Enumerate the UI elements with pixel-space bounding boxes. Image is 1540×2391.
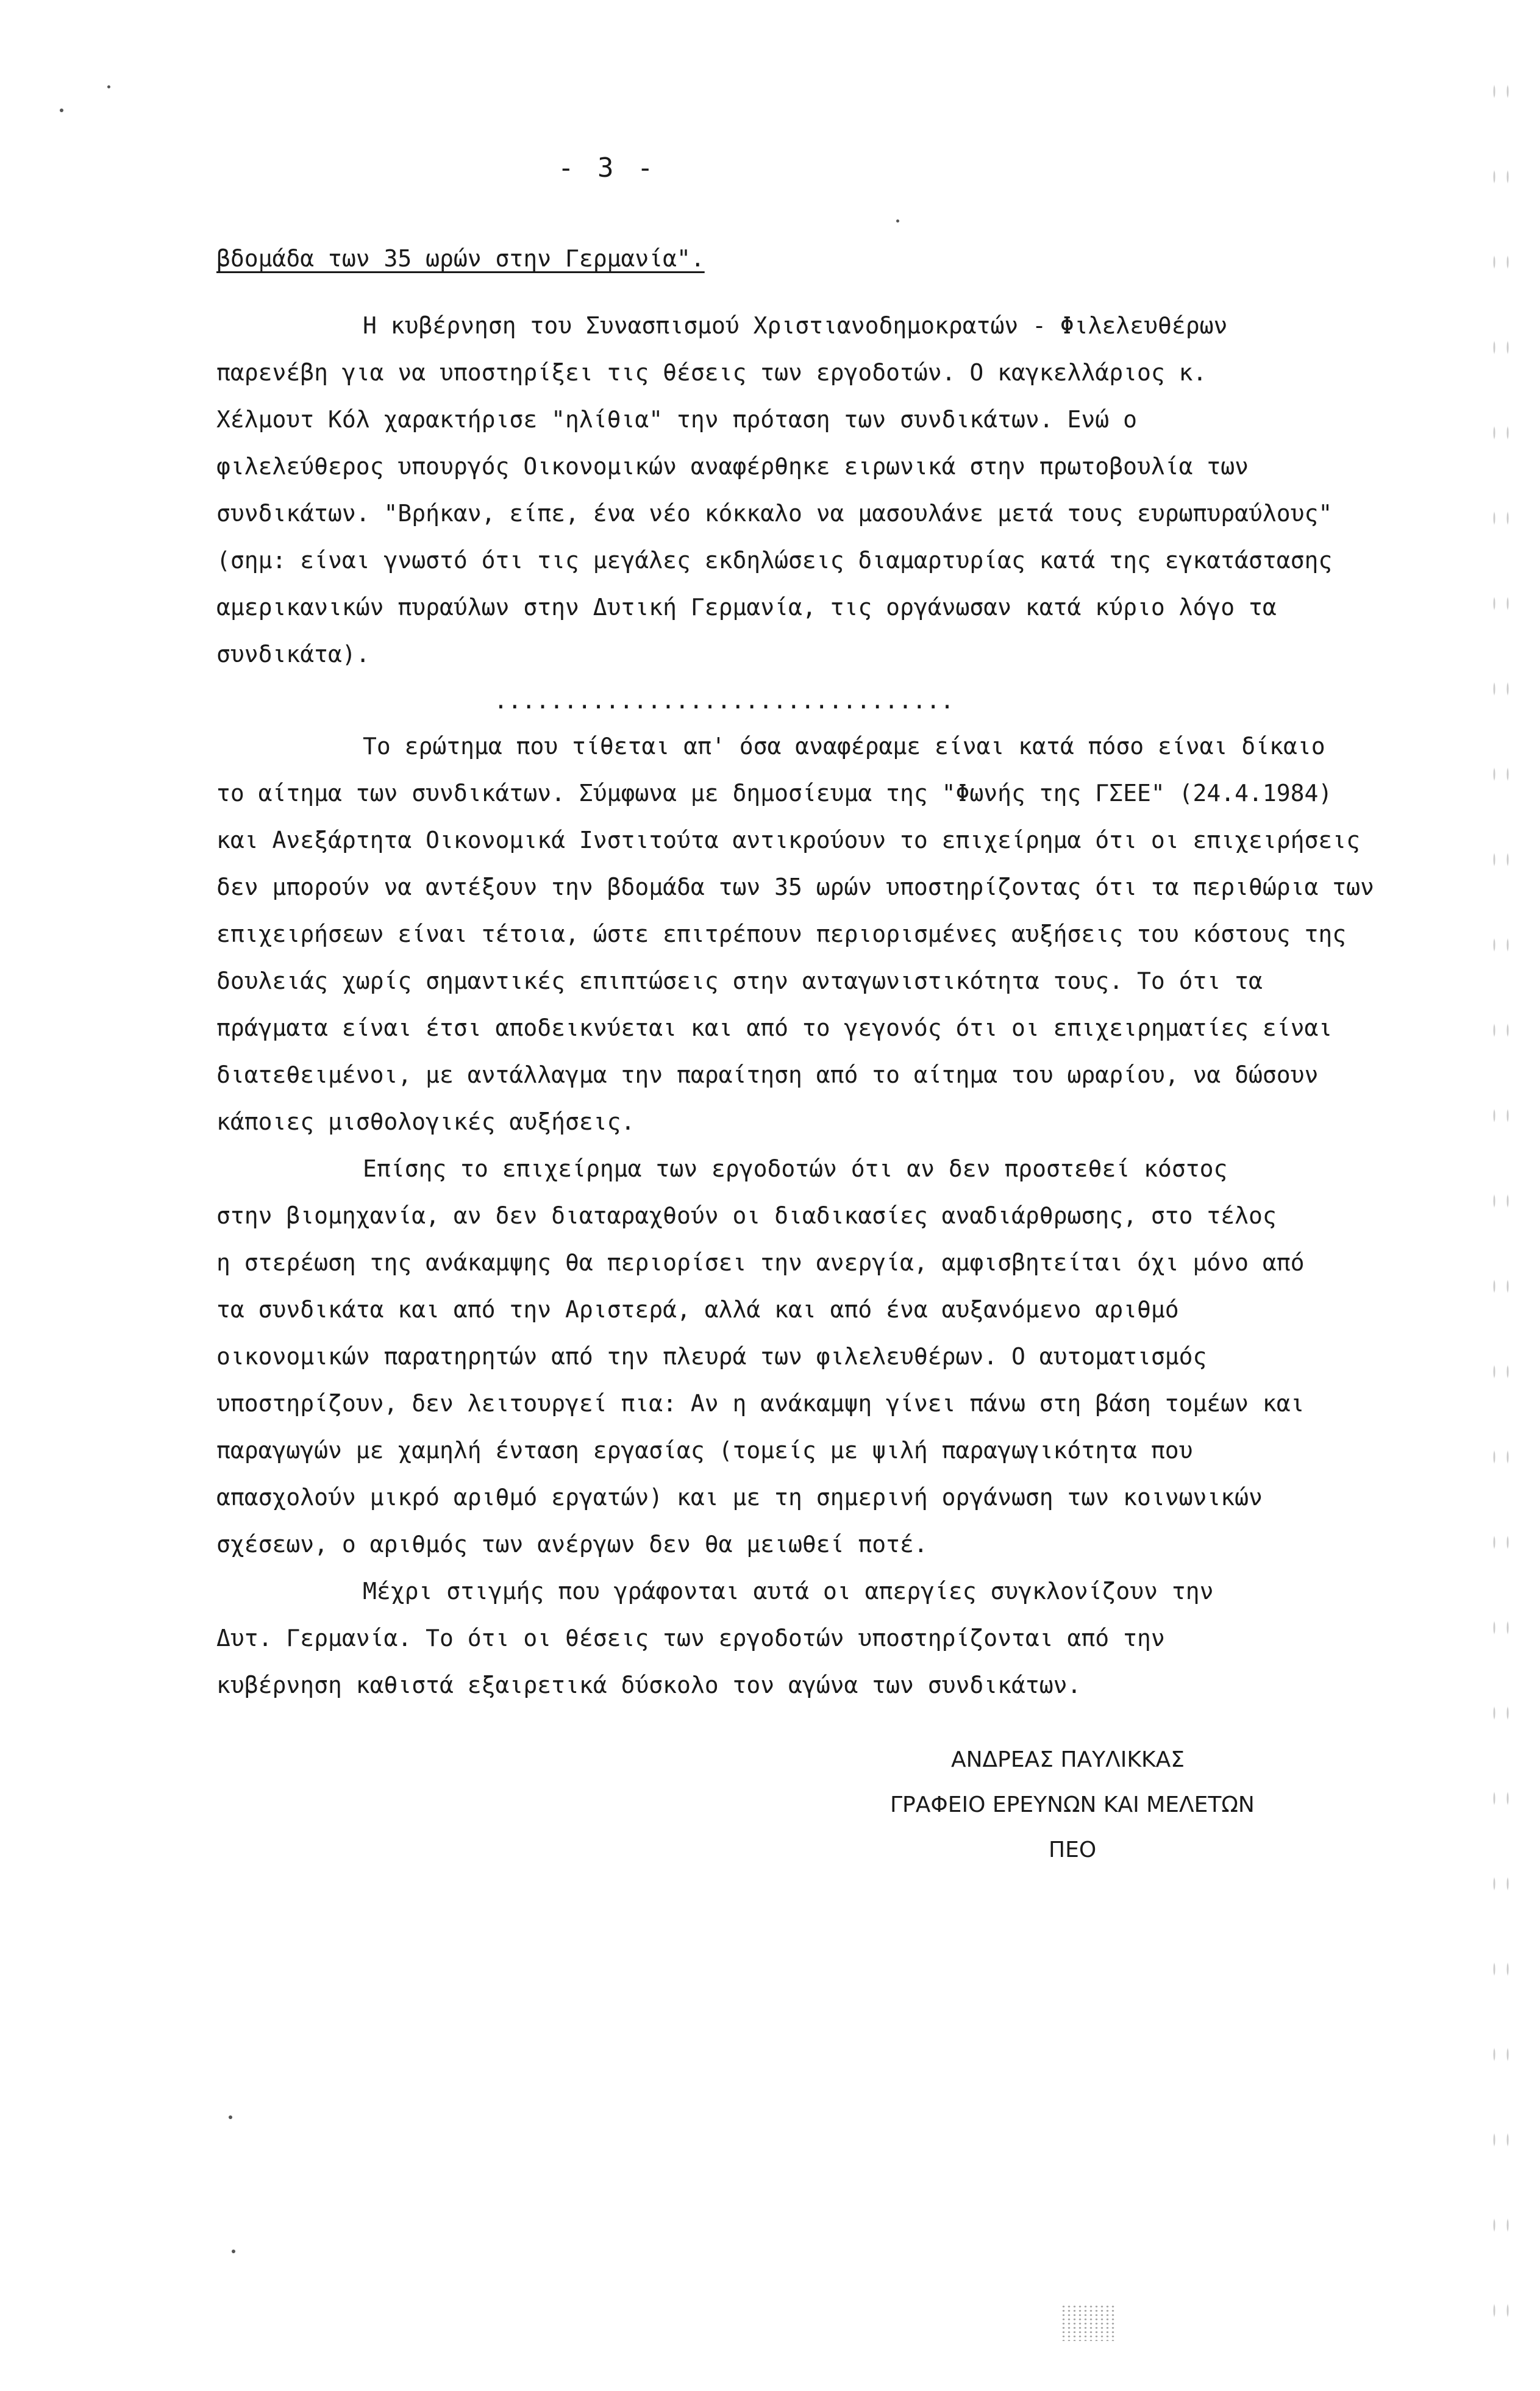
paragraph-4-line-2: Δυτ. Γερμανία. Το ότι οι θέσεις των εργοδοτών υποστηρίζονται από την (216, 1625, 1165, 1652)
scan-noise-cluster (1061, 2304, 1116, 2341)
paragraph-1-line-8: συνδικάτα). (216, 641, 370, 668)
scan-speck (896, 219, 899, 223)
paragraph-1-line-2: παρενέβη για να υποστηρίξει τις θέσεις των εργοδοτών. Ο καγκελλάριος κ. (216, 359, 1207, 386)
paragraph-1-line-3: Χέλμουτ Κόλ χαρακτήρισε "ηλίθια" την πρόταση των συνδικάτων. Ενώ ο (216, 406, 1137, 433)
paragraph-2-line-2: το αίτημα των συνδικάτων. Σύμφωνα με δημοσίευμα της "Φωνής της ΓΣΕΕ" (24.4.1984) (216, 780, 1333, 807)
scan-speck (60, 109, 63, 112)
paragraph-3-line-8: απασχολούν μικρό αριθμό εργατών) και με τη σημερινή οργάνωση των κοινωνικών (216, 1484, 1263, 1511)
paragraph-1-line-4: φιλελεύθερος υπουργός Οικονομικών αναφέρθηκε ειρωνικά στην πρωτοβουλία των (216, 453, 1249, 480)
paragraph-3-line-5: οικονομικών παρατηρητών από την πλευρά των φιλελευθέρων. Ο αυτοματισμός (216, 1343, 1207, 1370)
signature-name: ΑΝΔΡΕΑΣ ΠΑΥΛΙΚΚΑΣ (951, 1747, 1185, 1772)
paragraph-2-line-5: επιχειρήσεων είναι τέτοια, ώστε επιτρέπουν περιορισμένες αυξήσεις του κόστους της (216, 921, 1347, 947)
dotted-separator: ................................. (494, 687, 954, 714)
paragraph-1-line-6: (σημ: είναι γνωστό ότι τις μεγάλες εκδηλώσεις διαμαρτυρίας κατά της εγκατάστασης (216, 547, 1333, 574)
paragraph-2-line-9: κάποιες μισθολογικές αυξήσεις. (216, 1108, 635, 1135)
opening-line: βδομάδα των 35 ωρών στην Γερμανία". (216, 245, 705, 272)
signature-office: ΓΡΑΦΕΙΟ ΕΡΕΥΝΩΝ ΚΑΙ ΜΕΛΕΤΩΝ (890, 1792, 1255, 1817)
paragraph-2-line-1: Το ερώτημα που τίθεται απ' όσα αναφέραμε είναι κατά πόσο είναι δίκαιο (363, 733, 1325, 760)
paragraph-4-line-3: κυβέρνηση καθιστά εξαιρετικά δύσκολο τον αγώνα των συνδικάτων. (216, 1672, 1082, 1698)
paragraph-3-line-7: παραγωγών με χαμηλή ένταση εργασίας (τομείς με ψιλή παραγωγικότητα που (216, 1437, 1193, 1464)
paragraph-1-line-1: Η κυβέρνηση του Συνασπισμού Χριστιανοδημοκρατών - Φιλελευθέρων (363, 312, 1228, 339)
paragraph-4-line-1: Μέχρι στιγμής που γράφονται αυτά οι απεργίες συγκλονίζουν την (363, 1578, 1214, 1605)
scan-speck (229, 2115, 232, 2119)
paragraph-3-line-1: Επίσης το επιχείρημα των εργοδοτών ότι αν δεν προστεθεί κόστος (363, 1155, 1228, 1182)
paragraph-1-line-5: συνδικάτων. "Βρήκαν, είπε, ένα νέο κόκκαλο να μασουλάνε μετά τους ευρωπυραύλους" (216, 500, 1333, 527)
paragraph-3-line-6: υποστηρίζουν, δεν λειτουργεί πια: Αν η ανάκαμψη γίνει πάνω στη βάση τομέων και (216, 1390, 1305, 1417)
paragraph-3-line-3: η στερέωση της ανάκαμψης θα περιορίσει την ανεργία, αμφισβητείται όχι μόνο από (216, 1249, 1305, 1276)
paragraph-1-line-7: αμερικανικών πυραύλων στην Δυτική Γερμανία, τις οργάνωσαν κατά κύριο λόγο τα (216, 594, 1277, 621)
page-number: - 3 - (558, 152, 657, 184)
scan-edge-noise (1488, 49, 1512, 2365)
paragraph-2-line-4: δεν μπορούν να αντέξουν την βδομάδα των 35 ωρών υποστηρίζοντας ότι τα περιθώρια των (216, 874, 1374, 900)
paragraph-2-line-8: διατεθειμένοι, με αντάλλαγμα την παραίτηση από το αίτημα του ωραρίου, να δώσουν (216, 1061, 1319, 1088)
scan-speck (107, 85, 110, 88)
paragraph-3-line-2: στην βιομηχανία, αν δεν διαταραχθούν οι διαδικασίες αναδιάρθρωσης, στο τέλος (216, 1202, 1277, 1229)
paragraph-3-line-9: σχέσεων, ο αριθμός των ανέργων δεν θα μειωθεί ποτέ. (216, 1531, 928, 1558)
signature-org: ΠΕΟ (1049, 1837, 1097, 1862)
paragraph-2-line-7: πράγματα είναι έτσι αποδεικνύεται και από το γεγονός ότι οι επιχειρηματίες είναι (216, 1014, 1333, 1041)
paragraph-2-line-6: δουλειάς χωρίς σημαντικές επιπτώσεις στην ανταγωνιστικότητα τους. Το ότι τα (216, 967, 1263, 994)
scan-speck (232, 2250, 235, 2253)
paragraph-3-line-4: τα συνδικάτα και από την Αριστερά, αλλά και από ένα αυξανόμενο αριθμό (216, 1296, 1179, 1323)
paragraph-2-line-3: και Ανεξάρτητα Οικονομικά Ινστιτούτα αντικρούουν το επιχείρημα ότι οι επιχειρήσεις (216, 827, 1360, 853)
